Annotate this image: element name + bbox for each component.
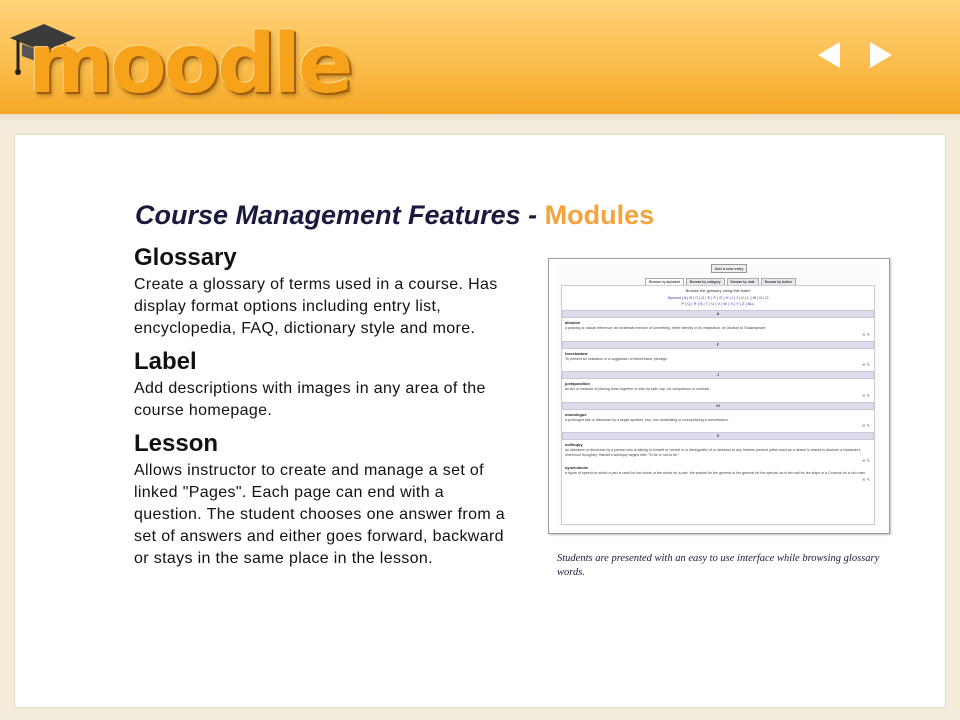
glossary-definition: a passing or casual reference; an incidental mention of something, either directly or by implication: an allusion to Shakespeare. bbox=[565, 326, 767, 330]
glossary-term: soliloquy bbox=[565, 442, 583, 447]
letter-header: S bbox=[562, 432, 874, 440]
glossary-term: synecdoche bbox=[565, 465, 589, 470]
prev-slide-arrow-icon[interactable] bbox=[818, 42, 840, 68]
browse-text: Browse the glossary using this index bbox=[685, 288, 751, 293]
section-label bbox=[134, 346, 514, 422]
glossary-screenshot-content bbox=[556, 264, 880, 526]
tab-browse-date: Browse by date bbox=[727, 278, 759, 286]
glossary-definition: an utterance or discourse by a person who is talking to himself or herself or is disregardful of or oblivious to any hearers present (often used as a device in drama to disclose a character's innermost thoughts): Hamlet's soliloquy begins with "To be or not to be." bbox=[565, 448, 861, 457]
feature-list bbox=[134, 242, 514, 576]
section-body: Create a glossary of terms used in a course. Has display format options including entry list, encyclopedia, FAQ, dictionary style and more. bbox=[134, 276, 498, 337]
glossary-definition: an act or instance of placing close together or side by side, esp. for comparison or contrast. bbox=[565, 387, 711, 391]
glossary-term: allusion bbox=[565, 320, 581, 325]
entry-actions: ✕ ✎ bbox=[862, 362, 870, 367]
alphabet-index-line1: Special | A | B | C | D | E | F | G | H | I | J | K | L | M | N | O bbox=[667, 295, 769, 300]
title-main: Course Management Features - bbox=[135, 200, 545, 230]
entry-actions: ✕ ✎ bbox=[862, 476, 870, 482]
glossary-term: monologue bbox=[565, 411, 587, 417]
next-slide-arrow-icon[interactable] bbox=[870, 42, 892, 68]
glossary-term: foreshadow bbox=[565, 350, 588, 356]
header-banner bbox=[0, 0, 960, 118]
glossary-screenshot bbox=[548, 258, 890, 534]
entry-actions: ✕ ✎ bbox=[862, 331, 870, 337]
letter-header: M bbox=[562, 402, 874, 410]
section-heading: Label bbox=[134, 348, 197, 375]
section-lesson bbox=[134, 428, 514, 570]
title-accent: Modules bbox=[544, 200, 655, 230]
section-heading: Glossary bbox=[134, 244, 237, 271]
add-entry-button: Add a new entry bbox=[711, 264, 747, 273]
glossary-list bbox=[561, 285, 875, 525]
letter-header: A bbox=[562, 310, 874, 318]
logo-wordmark: moodle bbox=[28, 17, 351, 112]
letter-header: J bbox=[562, 371, 874, 379]
glossary-definition: a figure of speech in which a part is used for the whole or the whole for a part, the special for the general or the general for the special, as in ten sail for ten ships or a Croesus for a rich man. bbox=[565, 471, 866, 475]
section-body: Allows instructor to create and manage a set of linked "Pages". Each page can end with a question. The student chooses one answer from a set of answers and either goes forward, backward or stays in the same place in the lesson. bbox=[134, 462, 506, 567]
letter-header: F bbox=[562, 341, 874, 349]
section-heading: Lesson bbox=[134, 430, 219, 457]
glossary-term: juxtaposition bbox=[565, 381, 590, 386]
glossary-definition: To present an indication or a suggestion of beforehand; presage. bbox=[565, 356, 668, 361]
entry-actions: ✕ ✎ bbox=[862, 458, 870, 463]
slide-title bbox=[135, 200, 654, 231]
tab-browse-author: Browse by Author bbox=[761, 278, 796, 286]
screenshot-caption: Students are presented with an easy to use interface while browsing glossary words. bbox=[557, 553, 880, 578]
banner-divider bbox=[0, 114, 960, 122]
glossary-definition: a prolonged talk or discourse by a single speaker, esp. one dominating or monopolizing a conversation. bbox=[565, 417, 730, 422]
section-glossary bbox=[134, 242, 514, 340]
tab-browse-alphabet: Browse by alphabet bbox=[645, 278, 684, 286]
entry-actions: ✕ ✎ bbox=[862, 423, 870, 428]
section-body: Add descriptions with images in any area of the course homepage. bbox=[134, 380, 486, 419]
tab-browse-category: Browse by category bbox=[686, 278, 725, 286]
alphabet-index-line2: P | Q | R | S | T | U | V | W | X | Y | Z | ALL bbox=[681, 301, 755, 306]
entry-actions: ✕ ✎ bbox=[862, 392, 870, 398]
